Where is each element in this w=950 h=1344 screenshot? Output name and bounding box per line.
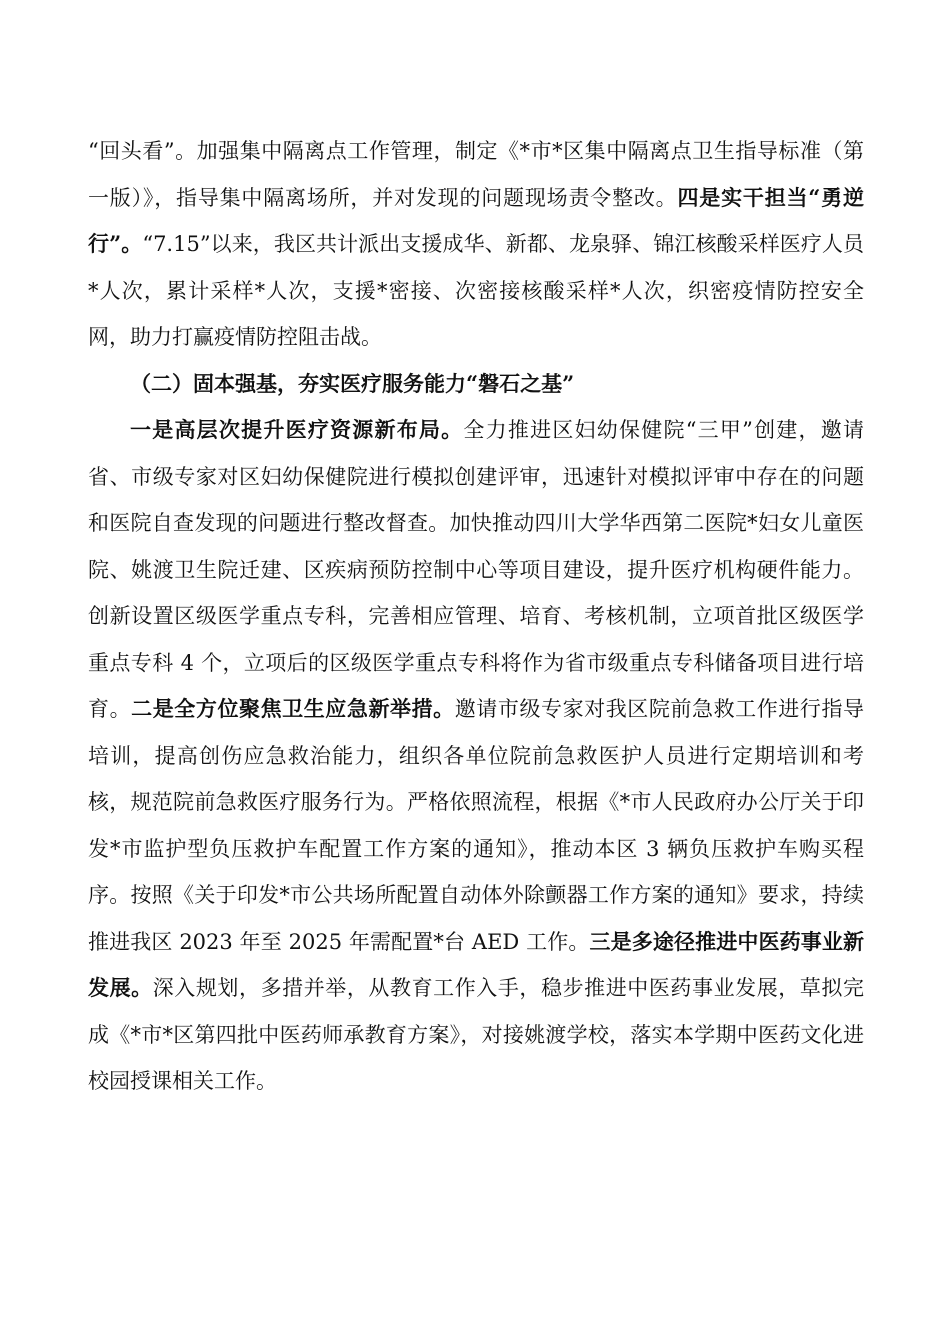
bold-run-point-four: 四是实干担当“勇逆行”。 xyxy=(88,184,864,256)
text-run: 全力推进区妇幼保健院“三甲”创建，邀请省、市级专家对区妇幼保健院进行模拟创建评审，迅速针对模拟评审中存在的问题和医院自查发现的问题进行整改督查。加快推动四川大学华西第二医院*妇女儿童医院、姚渡卫生院迁建、区疾病预防控制中心等项目建设，提升医疗机构硬件能力。创新设置区级医学重点专科，完善相应管理、培育、考核机制，立项首批区级医学重点专科 4 个，立项后的区级医学重点专科将作为省市级重点专科储备项目进行培育。 xyxy=(88,418,864,721)
bold-run-point-one: 一是高层次提升医疗资源新布局。 xyxy=(130,417,464,442)
bold-run-point-two: 二是全方位聚焦卫生应急新举措。 xyxy=(131,696,455,721)
paragraph-body xyxy=(88,407,864,1105)
paragraph-continuation xyxy=(88,128,864,361)
bold-run-point-three: 三是多途径推进中医药事业新发展。 xyxy=(88,928,865,1000)
text-run: 深入规划，多措并举，从教育工作入手，稳步推进中医药事业发展，草拟完成《*市*区第四批中医药师承教育方案》，对接姚渡学校，落实本学期中医药文化进校园授课相关工作。 xyxy=(88,976,865,1093)
text-run: “回头看”。加强集中隔离点工作管理，制定《*市*区集中隔离点卫生指导标准（第一版）》，指导集中隔离场所，并对发现的问题现场责令整改。 xyxy=(88,139,864,210)
section-heading: （二）固本强基，夯实医疗服务能力“磐石之基” xyxy=(130,370,575,396)
document-body xyxy=(88,128,864,1105)
text-run: “7.15”以来，我区共计派出支援成华、新都、龙泉驿、锦江核酸采样医疗人员*人次，累计采样*人次，支援*密接、次密接核酸采样*人次，织密疫情防控安全网，助力打赢疫情防控阻击战。 xyxy=(88,232,864,349)
text-run: 邀请市级专家对我区院前急救工作进行指导培训，提高创伤应急救治能力，组织各单位院前急救医护人员进行定期培训和考核，规范院前急救医疗服务行为。严格依照流程，根据《*市人民政府办公厅关于印发*市监护型负压救护车配置工作方案的通知》，推动本区 3 辆负压救护车购买程序。按照《关于印发*市公共场所配置自动体外除颤器工作方案的通知》要求，持续推进我区 2023 年至 2025 年需配置*台 AED 工作。 xyxy=(88,697,865,954)
